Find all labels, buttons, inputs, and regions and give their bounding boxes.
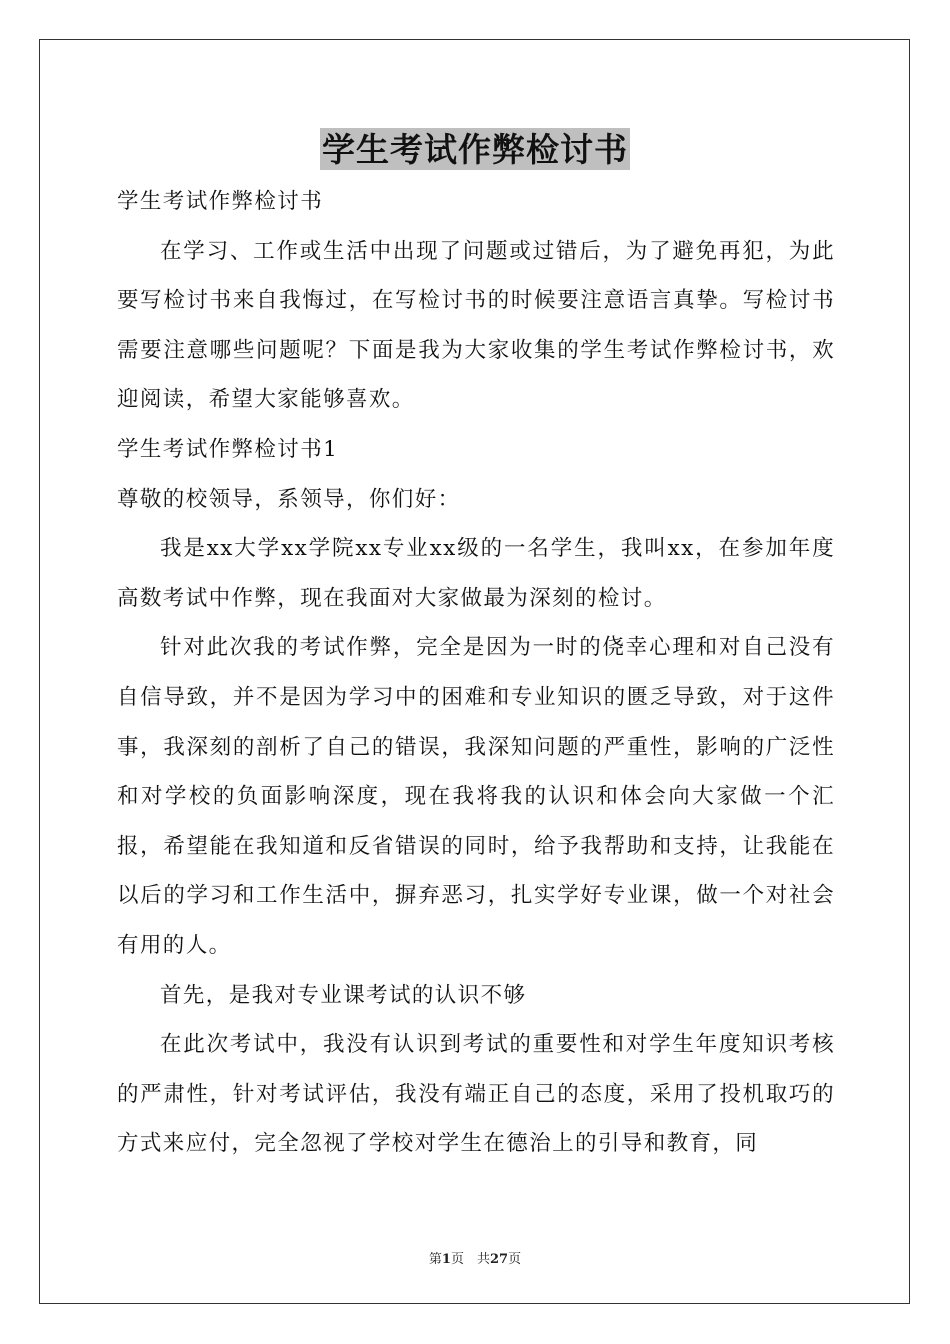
footer-suffix: 页 [508,1252,522,1267]
paragraph: 学生考试作弊检讨书1 [117,436,339,462]
footer-total-pages: 27 [489,1252,509,1267]
paragraph: 学生考试作弊检讨书 [117,189,324,214]
paragraph: 在学习、工作或生活中出现了问题或过错后，为了避免再犯，为此要写检讨书来自我悔过，在写检讨书的时候要注意语言真挚。写检讨书需要注意哪些问题呢？下面是我为大家收集的学生考试作弊检讨书，欢迎阅读，希望大家能够喜欢。 [117,238,835,413]
footer-page-number: 1 [441,1252,451,1267]
paragraph: 首先，是我对专业课考试的认识不够 [160,982,527,1008]
page-footer [0,1248,950,1267]
footer-prefix: 第 [428,1252,442,1267]
footer-mid: 页 共 [450,1252,490,1267]
document-title-wrap [0,128,950,170]
document-body [117,177,835,1169]
paragraph: 针对此次我的考试作弊，完全是因为一时的侥幸心理和对自己没有自信导致，并不是因为学习中的困难和专业知识的匮乏导致，对于这件事，我深刻的剖析了自己的错误，我深知问题的严重性，影响的广泛性和对学校的负面影响深度，现在我将我的认识和体会向大家做一个汇报，希望能在我知道和反省错误的同时，给予我帮助和支持，让我能在以后的学习和工作生活中，摒弃恶习，扎实学好专业课，做一个对社会有用的人。 [117,635,835,958]
paragraph: 在此次考试中，我没有认识到考试的重要性和对学生年度知识考核的严肃性，针对考试评估，我没有端正自己的态度，采用了投机取巧的方式来应付，完全忽视了学校对学生在德治上的引导和教育，同 [117,1032,835,1157]
paragraph: 尊敬的校领导，系领导，你们好： [117,486,461,512]
paragraph: 我是xx大学xx学院xx专业xx级的一名学生，我叫xx，在参加年度高数考试中作弊，现在我面对大家做最为深刻的检讨。 [117,536,835,611]
document-title: 学生考试作弊检讨书 [322,130,628,169]
